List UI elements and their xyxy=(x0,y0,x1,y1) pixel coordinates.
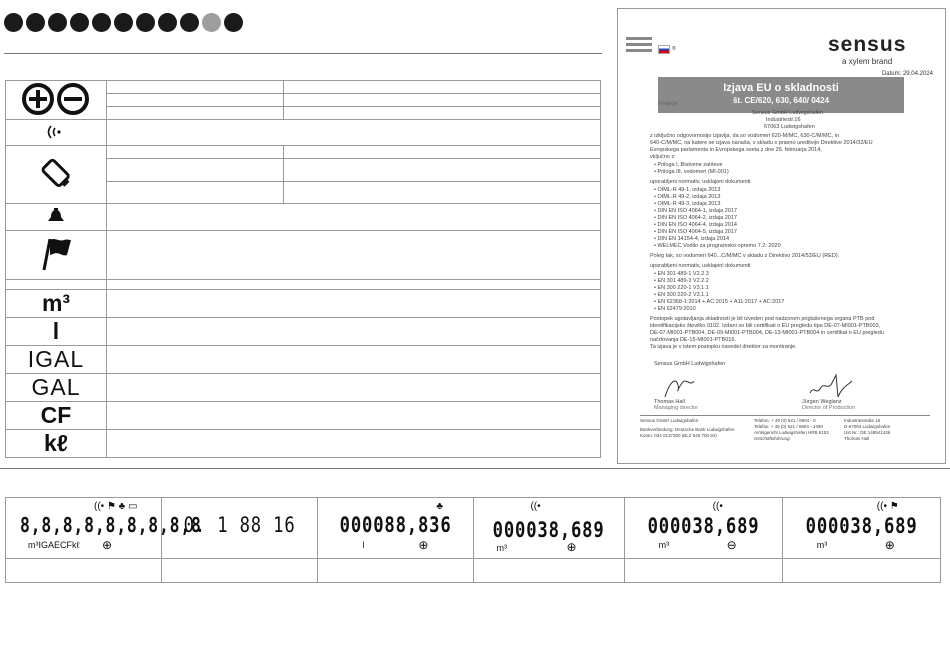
doc-line: uporabljeni normativ, usklajeni dokumenti xyxy=(650,179,751,185)
plus-minus-icons xyxy=(21,81,91,117)
signature-right xyxy=(806,371,856,401)
progress-dot xyxy=(70,13,89,32)
signature-left xyxy=(660,373,700,401)
doc-line: vključno z: xyxy=(650,154,676,160)
progress-dot xyxy=(92,13,111,32)
table-cell xyxy=(107,318,601,346)
registered-mark: ® xyxy=(672,46,676,52)
lcd-status-icons: ((• ⚑ xyxy=(876,501,899,512)
unit-cell-gal xyxy=(6,374,107,402)
lcd-panel xyxy=(318,498,474,559)
footer-divider xyxy=(640,415,930,416)
lcd-unit: m³ xyxy=(816,540,828,550)
doc-number: št. CE/620, 630, 640/ 0424 xyxy=(732,96,830,105)
table-cell xyxy=(107,231,601,280)
lcd-panel xyxy=(6,498,202,559)
table-cell xyxy=(107,374,601,402)
lcd-digits: 0. 1 88 16 xyxy=(183,513,296,537)
radio-cell xyxy=(6,120,107,146)
progress-dot xyxy=(180,13,199,32)
doc-lines-icon xyxy=(626,43,652,46)
unit-kl-label: kℓ xyxy=(43,430,69,456)
battery-cell xyxy=(6,146,107,204)
doc-line: 67063 Ludwigshafen xyxy=(764,124,815,130)
table-cell xyxy=(107,159,284,182)
doc-line: • OIML-R 49-1, izdaja 2013 xyxy=(654,187,721,193)
lcd-sign: ⊕ xyxy=(884,538,895,552)
doc-line: Jürgen Weglanz xyxy=(802,399,842,405)
doc-line: • Priloga III, vodomeri (MI-001) xyxy=(654,169,729,175)
unit-m3-label: m³ xyxy=(41,290,71,316)
progress-dot-active xyxy=(202,13,221,32)
lcd-unit: m³IGAECFkℓ xyxy=(28,540,80,550)
slovenia-flag-icon xyxy=(658,45,670,54)
unit-cell-igal xyxy=(6,346,107,374)
doc-lines-icon xyxy=(626,37,652,40)
footer-text: Geschäftsführung: xyxy=(754,436,791,441)
table-cell xyxy=(284,146,601,159)
progress-dot xyxy=(136,13,155,32)
unit-cell-l xyxy=(6,318,107,346)
doc-date: Datum: 29.04.2024 xyxy=(881,71,933,77)
footer-text: D-67063 Ludwigshafen xyxy=(844,424,891,429)
table-cell xyxy=(107,402,601,430)
footer-text: Konto: 034 0137300 (BLZ 545 700 94) xyxy=(640,433,717,438)
doc-line: • EN 62479:2010 xyxy=(654,306,696,312)
lcd-panel xyxy=(474,498,624,559)
unit-cell-cf xyxy=(6,402,107,430)
doc-line: • Priloga I, Bistvene zahteve xyxy=(654,162,723,168)
doc-line: Postopek ugotavljanja skladnosti je bil izveden pod nadzorom priglašenega organa PTB pod xyxy=(650,316,875,322)
lcd-status-icons: ((• ⚑ ♣ ▭ xyxy=(94,501,138,512)
unit-cell-kl xyxy=(6,430,107,458)
lcd-digits: 000088,836 xyxy=(339,513,452,537)
lcd-status-icons: ♣ xyxy=(436,501,443,512)
table-cell xyxy=(284,159,601,182)
table-cell xyxy=(107,204,601,231)
progress-dot xyxy=(114,13,133,32)
doc-line: Podjetje xyxy=(658,101,678,107)
progress-dot xyxy=(48,13,67,32)
lcd-digits: 000038,689 xyxy=(647,514,760,538)
doc-line: • EN 62368-1:2014 + AC:2015 + A11:2017 + AC:2017 xyxy=(654,299,785,305)
doc-line: • EN 301 489-3 V2.2.2 xyxy=(654,278,709,284)
doc-line: • DIN EN ISO 4064-5, izdaja 2017 xyxy=(654,229,737,235)
doc-line: Sensus GmbH Ludwigshafen xyxy=(654,361,726,367)
progress-dot xyxy=(224,13,243,32)
lcd-caption-cell xyxy=(162,559,318,583)
lcd-caption-cell xyxy=(318,559,474,583)
xylem-brand-sub: a xylem brand xyxy=(842,57,893,66)
table-cell xyxy=(284,94,601,107)
table-cell xyxy=(107,94,284,107)
display-symbol-table xyxy=(5,80,601,458)
table-cell xyxy=(107,182,284,204)
sensus-logo: sensus xyxy=(828,33,907,56)
table-cell xyxy=(107,430,601,458)
table-cell xyxy=(107,346,601,374)
unit-l-label: l xyxy=(52,318,60,344)
chapter-progress-dots xyxy=(4,13,243,32)
footer-text: Bankverbindung: Deutsche Bank Ludwigshafen xyxy=(640,427,735,432)
section-divider xyxy=(0,468,950,469)
doc-line: • WELMEC Vodilo za programsko opremo 7.2: 2020 xyxy=(654,243,781,249)
doc-line: • EN 300 220-1 V3.1.1 xyxy=(654,285,709,291)
lcd-panel xyxy=(782,498,940,559)
progress-dot xyxy=(26,13,45,32)
doc-line: 640-C/M/MC, na katere se izjava nanaša, v skladu s pravno ureditvijo Direktive 2014/32/EU xyxy=(650,140,873,146)
doc-line: Sensus GmbH Ludwigshafen xyxy=(752,110,824,116)
doc-line: z izključno odgovornostjo izjavlja, da so vodomeri 620-M/MC, 630-C/M/MC, in xyxy=(650,133,839,139)
doc-line: Managing director xyxy=(654,405,699,411)
footer-text: Industriestraße 16 xyxy=(844,418,881,423)
unit-cf-label: CF xyxy=(40,402,72,428)
doc-line: Poleg tak, so vodomeri 640...C/M/MC v skladu z Direktivo 2014/53/EU (RED). xyxy=(650,253,840,259)
doc-lines-icon xyxy=(626,49,652,52)
doc-line: Director of Production xyxy=(802,405,856,411)
flag-cell xyxy=(6,231,107,280)
table-cell xyxy=(107,107,284,120)
progress-dot xyxy=(158,13,177,32)
lcd-caption-cell xyxy=(6,559,162,583)
footer-text: Amtsgericht Ludwigshafen HRB 6153 xyxy=(754,430,829,435)
lcd-digits: 000038,689 xyxy=(493,518,606,542)
doc-line: • DIN EN ISO 4064-4, izdaja 2014 xyxy=(654,222,737,228)
table-cell xyxy=(107,280,601,290)
lcd-caption-cell xyxy=(474,559,624,583)
table-cell xyxy=(284,107,601,120)
lcd-examples-table xyxy=(5,497,941,583)
doc-line: načrtovanja DE-15-MI001-PTB016. xyxy=(650,337,736,343)
doc-line: Thomas Hall xyxy=(654,399,685,405)
doc-line: • OIML-R 49-3, izdaja 2013 xyxy=(654,201,721,207)
lcd-digits: 8,8,8,8,8,8,8,8,8 xyxy=(19,513,202,537)
alarm-bell-icon xyxy=(46,208,66,224)
table-cell xyxy=(284,182,601,204)
lcd-caption-cell xyxy=(624,559,782,583)
lcd-unit: m³ xyxy=(658,540,670,550)
plus-minus-cell xyxy=(6,81,107,120)
doc-line: identifikacijsko številko 0102. Izdani so bili certifikati o EU pregledu tipa DE-07-MI001-PTB003, xyxy=(650,323,881,329)
flag-icon xyxy=(39,236,73,272)
lcd-status-icons: ((• xyxy=(712,501,723,512)
lcd-sign: ⊕ xyxy=(566,540,577,554)
doc-line: • EN 301 489-1 V2.2.3 xyxy=(654,271,709,277)
doc-line: • EN 300 220-2 V3.1.1 xyxy=(654,292,709,298)
doc-line: • DIN EN ISO 4064-2, izdaja 2017 xyxy=(654,215,737,221)
table-cell xyxy=(107,81,284,94)
eu-declaration-document xyxy=(617,8,946,464)
table-cell xyxy=(107,290,601,318)
lcd-panel xyxy=(624,498,782,559)
footer-text: Ust.Nr.: DE 149941436 xyxy=(844,430,891,435)
unit-cell-m3 xyxy=(6,290,107,318)
doc-line: DE-07-MI001-PTB004, DE-09-MI001-PTB004, DE-13-MI001-PTB004 in certifikat o EU pregledu xyxy=(650,330,884,336)
table-cell xyxy=(284,81,601,94)
lcd-sign: ⊖ xyxy=(726,538,737,552)
doc-line: • DIN EN 14154-4, izdaja 2014 xyxy=(654,236,729,242)
doc-line: Evropskega parlamenta in Evropskega sveta z dne 26. februarja 2014, xyxy=(650,147,822,153)
lcd-panel xyxy=(162,498,318,559)
radio-signal-icon xyxy=(44,124,68,140)
lcd-digits: 000038,689 xyxy=(805,514,918,538)
footer-text: Telefax: + 49 (0) 621 / 6904 - 1490 xyxy=(754,424,823,429)
doc-line: • OIML-R 49-2, izdaja 2013 xyxy=(654,194,721,200)
doc-title: Izjava EU o skladnosti xyxy=(723,82,839,94)
lcd-status-icons: ((• xyxy=(530,501,541,512)
lcd-unit: m³ xyxy=(496,543,507,553)
header-divider xyxy=(4,53,602,54)
table-cell xyxy=(107,146,284,159)
footer-text: Thomas Hall xyxy=(844,436,870,441)
lcd-caption-cell xyxy=(782,559,940,583)
unit-gal-label: GAL xyxy=(31,374,81,400)
alarm-cell xyxy=(6,204,107,231)
footer-text: Telefon: + 49 (0) 621 / 6904 - 0 xyxy=(754,418,816,423)
lcd-unit: l xyxy=(362,540,365,550)
doc-title-box xyxy=(658,77,904,113)
footer-text: Sensus GmbH Ludwigshafen xyxy=(640,418,699,423)
lcd-sign: ⊕ xyxy=(418,538,429,552)
progress-dot xyxy=(4,13,23,32)
lcd-sign: ⊕ xyxy=(102,538,113,552)
doc-line: Ta izjava je v istem postopku navedel direktor za montiranje. xyxy=(650,344,797,350)
table-cell xyxy=(107,120,601,146)
doc-line: uporabljeni normativ, usklajeni dokumenti xyxy=(650,263,751,269)
unit-igal-label: IGAL xyxy=(27,346,85,372)
doc-line: • DIN EN ISO 4064-1, izdaja 2017 xyxy=(654,208,737,214)
blank-cell xyxy=(6,280,107,290)
doc-line: Industriestr.16 xyxy=(766,117,801,123)
battery-icon xyxy=(36,155,76,193)
